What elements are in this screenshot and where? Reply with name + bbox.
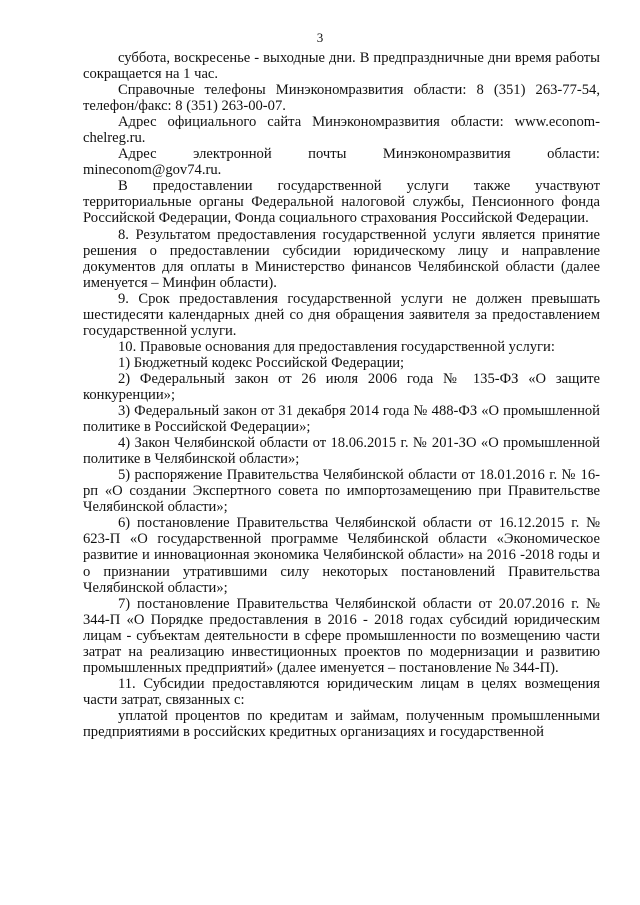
paragraph-participants: В предоставлении государственной услуги также участвуют территориальные органы Федеральной налоговой службы, Пенсионного фонда Российской Федерации, Фонда социального страхования Российской Федерации. xyxy=(83,178,600,227)
paragraph-legal-5: 5) распоряжение Правительства Челябинской области от 18.01.2016 г. № 16-рп «О создании Экспертного совета по импортозамещению при Правительстве Челябинской области»; xyxy=(83,467,600,516)
document-body xyxy=(83,50,600,740)
paragraph-item-8: 8. Результатом предоставления государственной услуги является принятие решения о предоставлении субсидии юридическому лицу и направление документов для оплаты в Министерство финансов Челябинской области (далее именуется – Минфин области). xyxy=(83,226,600,291)
paragraph-working-hours: суббота, воскресенье - выходные дни. В предпраздничные дни время работы сокращается на 1 час. xyxy=(83,50,600,83)
paragraph-interest-payment: уплатой процентов по кредитам и займам, полученным промышленными предприятиями в российских кредитных организациях и государственной xyxy=(83,707,600,740)
paragraph-legal-4: 4) Закон Челябинской области от 18.06.2015 г. № 201-ЗО «О промышленной политике в Челябинской области»; xyxy=(83,435,600,468)
paragraph-legal-1: 1) Бюджетный кодекс Российской Федерации; xyxy=(118,354,405,371)
paragraph-legal-6: 6) постановление Правительства Челябинской области от 16.12.2015 г. № 623-П «О государственной программе Челябинской области «Экономическое развитие и инновационная экономика Челябинской области» на 2016 -2018 годы и о признании утратившими силу некоторых постановлений Правительства Челябинской области»; xyxy=(83,515,600,596)
paragraph-email: Адрес электронной почты Минэкономразвития области: mineconom@gov74.ru. xyxy=(83,146,600,179)
paragraph-item-11: 11. Субсидии предоставляются юридическим лицам в целях возмещения части затрат, связанных с: xyxy=(83,675,600,708)
paragraph-legal-2: 2) Федеральный закон от 26 июля 2006 года № 135-ФЗ «О защите конкуренции»; xyxy=(83,370,600,403)
paragraph-item-9: 9. Срок предоставления государственной услуги не должен превышать шестидесяти календарных дней со дня обращения заявителя за предоставлением государственной услуги. xyxy=(83,290,600,339)
paragraph-legal-3: 3) Федеральный закон от 31 декабря 2014 года № 488-ФЗ «О промышленной политике в Российской Федерации»; xyxy=(83,403,600,436)
paragraph-item-10: 10. Правовые основания для предоставления государственной услуги: xyxy=(118,338,555,355)
paragraph-legal-7: 7) постановление Правительства Челябинской области от 20.07.2016 г. № 344-П «О Порядке предоставления в 2016 - 2018 годах субсидий юридическим лицам - субъектам деятельности в сфере промышленности по возмещению части затрат на реализацию инвестиционных проектов по модернизации и развитию промышленных предприятий» (далее именуется – постановление № 344-П). xyxy=(83,595,600,676)
paragraph-website: Адрес официального сайта Минэкономразвития области: www.econom-chelreg.ru. xyxy=(83,114,600,147)
paragraph-phones: Справочные телефоны Минэкономразвития области: 8 (351) 263-77-54, телефон/факс: 8 (351) 263-00-07. xyxy=(83,82,600,115)
page-number: 3 xyxy=(316,30,324,45)
